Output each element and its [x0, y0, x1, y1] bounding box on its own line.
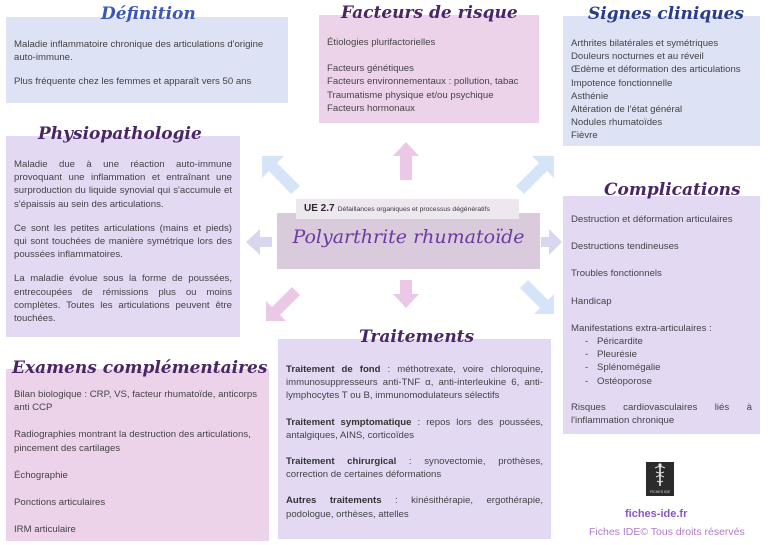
arrow-down-right-icon — [518, 278, 558, 318]
complication-item: Destructions tendineuses — [571, 241, 679, 253]
examen-item: Radiographies montrant la destruction des articulations, pincement des cartilages — [14, 429, 251, 454]
signes-line: Nodules rhumatoïdes — [571, 117, 663, 129]
extra-item: - Péricardite — [597, 335, 752, 348]
extra-item: - Ostéoporose — [597, 375, 752, 388]
arrow-up-left-icon — [258, 152, 304, 196]
extra-item: - Pleurésie — [597, 348, 752, 361]
physio-box — [6, 136, 240, 337]
signes-line: Impotence fonctionnelle — [571, 77, 673, 89]
arrow-up-icon — [392, 140, 420, 182]
traitements-title: Traitements — [359, 327, 475, 347]
traitement-item — [286, 363, 543, 403]
traitements-box — [278, 339, 551, 539]
facteurs-line: Étiologies plurifactorielles — [327, 37, 436, 48]
traitement-item — [286, 455, 543, 481]
definition-box — [6, 17, 288, 103]
physio-text: La maladie évolue sous la forme de poussées, entrecoupées de rémissions plus ou moins complètes. Toutes les articulations peuvent être touchées. — [14, 273, 232, 325]
traitement-text: : repos lors des poussées, antalgiques, AINS, corticoïdes — [286, 416, 543, 441]
signes-line: Asthénie — [571, 90, 609, 102]
arrow-right-icon — [540, 228, 564, 256]
complication-item: Troubles fonctionnels — [571, 268, 662, 280]
examens-title: Examens complémentaires — [12, 358, 268, 378]
examen-item: Échographie — [14, 469, 68, 481]
traitement-label: Traitement de fond — [286, 364, 381, 375]
signes-box — [563, 16, 760, 146]
signes-line: Douleurs nocturnes et au réveil — [571, 51, 704, 63]
logo-text: FICHES IDE — [649, 490, 671, 494]
signes-title: Signes cliniques — [588, 4, 745, 24]
traitement-text: : synovectomie, prothèses, correction de certaines déformations — [286, 456, 544, 481]
complications-title: Complications — [604, 180, 741, 200]
site-link[interactable]: fiches-ide.fr — [625, 508, 688, 520]
complications-box — [563, 196, 760, 434]
extra-label: Manifestations extra-articulaires : — [571, 322, 712, 334]
signes-line: Altération de l'état général — [571, 104, 683, 116]
signes-line: Fièvre — [571, 130, 598, 142]
facteurs-line: Facteurs hormonaux — [327, 102, 415, 114]
main-title: Polyarthrite rhumatoïde — [292, 226, 525, 248]
arrow-left-icon — [244, 228, 274, 256]
signes-line: Œdème et déformation des articulations — [571, 64, 741, 76]
definition-title: Définition — [101, 4, 196, 24]
extra-list — [571, 335, 752, 388]
traitement-label: Autres traitements — [286, 495, 382, 507]
fiches-ide-logo — [646, 462, 674, 496]
ue-label: Défaillances organiques et processus dégénératifs — [337, 206, 490, 213]
facteurs-box — [319, 15, 539, 123]
examen-item: Ponctions articulaires — [14, 497, 106, 509]
facteurs-line: Traumatisme physique et/ou psychique — [327, 89, 494, 101]
definition-text: Maladie inflammatoire chronique des articulations d'origine auto-immune. — [14, 39, 264, 64]
facteurs-title: Facteurs de risque — [341, 3, 518, 23]
physio-title: Physiopathologie — [38, 124, 202, 144]
ue-tag — [296, 199, 519, 219]
signes-line: Arthrites bilatérales et symétriques — [571, 38, 719, 49]
traitement-item — [286, 416, 543, 442]
extra-item: - Splénomégalie — [597, 361, 752, 374]
complication-item: Destruction et déformation articulaires — [571, 214, 733, 225]
traitement-text: : kinésithérapie, ergothérapie, podologue, orthèses, attelles — [286, 495, 543, 520]
traitement-label: Traitement chirurgical — [286, 456, 397, 468]
caduceus-icon — [646, 462, 674, 488]
physio-text: Ce sont les petites articulations (mains et pieds) qui sont touchées de manière symétrique lors des poussées inflammatoires. — [14, 222, 232, 261]
complication-item: Handicap — [571, 295, 612, 307]
examen-item: IRM articulaire — [14, 524, 76, 536]
copyright-text: Fiches IDE© Tous droits réservés — [589, 526, 745, 538]
physio-text: Maladie due à une réaction auto-immune provoquant une inflammation et entraînant une surproduction du liquide synovial qui s'accumule et s'épaissis au sein des articulations. — [14, 159, 232, 210]
complication-last: Risques cardiovasculaires liés à l'inflammation chronique — [571, 401, 752, 427]
traitement-text: : méthotrexate, voire chloroquine, immunosuppresseurs anti-TNF α, anti-interleukine 6, anti-lymphocytes T ou B, immunomodulateurs sélectifs — [286, 364, 543, 402]
facteurs-line: Facteurs génétiques — [327, 63, 414, 75]
ue-code: UE 2.7 — [304, 203, 335, 214]
traitement-label: Traitement symptomatique — [286, 416, 412, 428]
definition-text: Plus fréquente chez les femmes et apparaît vers 50 ans — [14, 76, 252, 88]
examen-item: Bilan biologique : CRP, VS, facteur rhumatoïde, anticorps anti CCP — [14, 389, 258, 414]
arrow-down-left-icon — [262, 285, 302, 325]
arrow-up-right-icon — [512, 152, 558, 196]
traitement-item — [286, 494, 543, 520]
facteurs-line: Facteurs environnementaux : pollution, tabac — [327, 76, 519, 88]
examens-box — [6, 369, 269, 541]
arrow-down-icon — [392, 278, 420, 310]
